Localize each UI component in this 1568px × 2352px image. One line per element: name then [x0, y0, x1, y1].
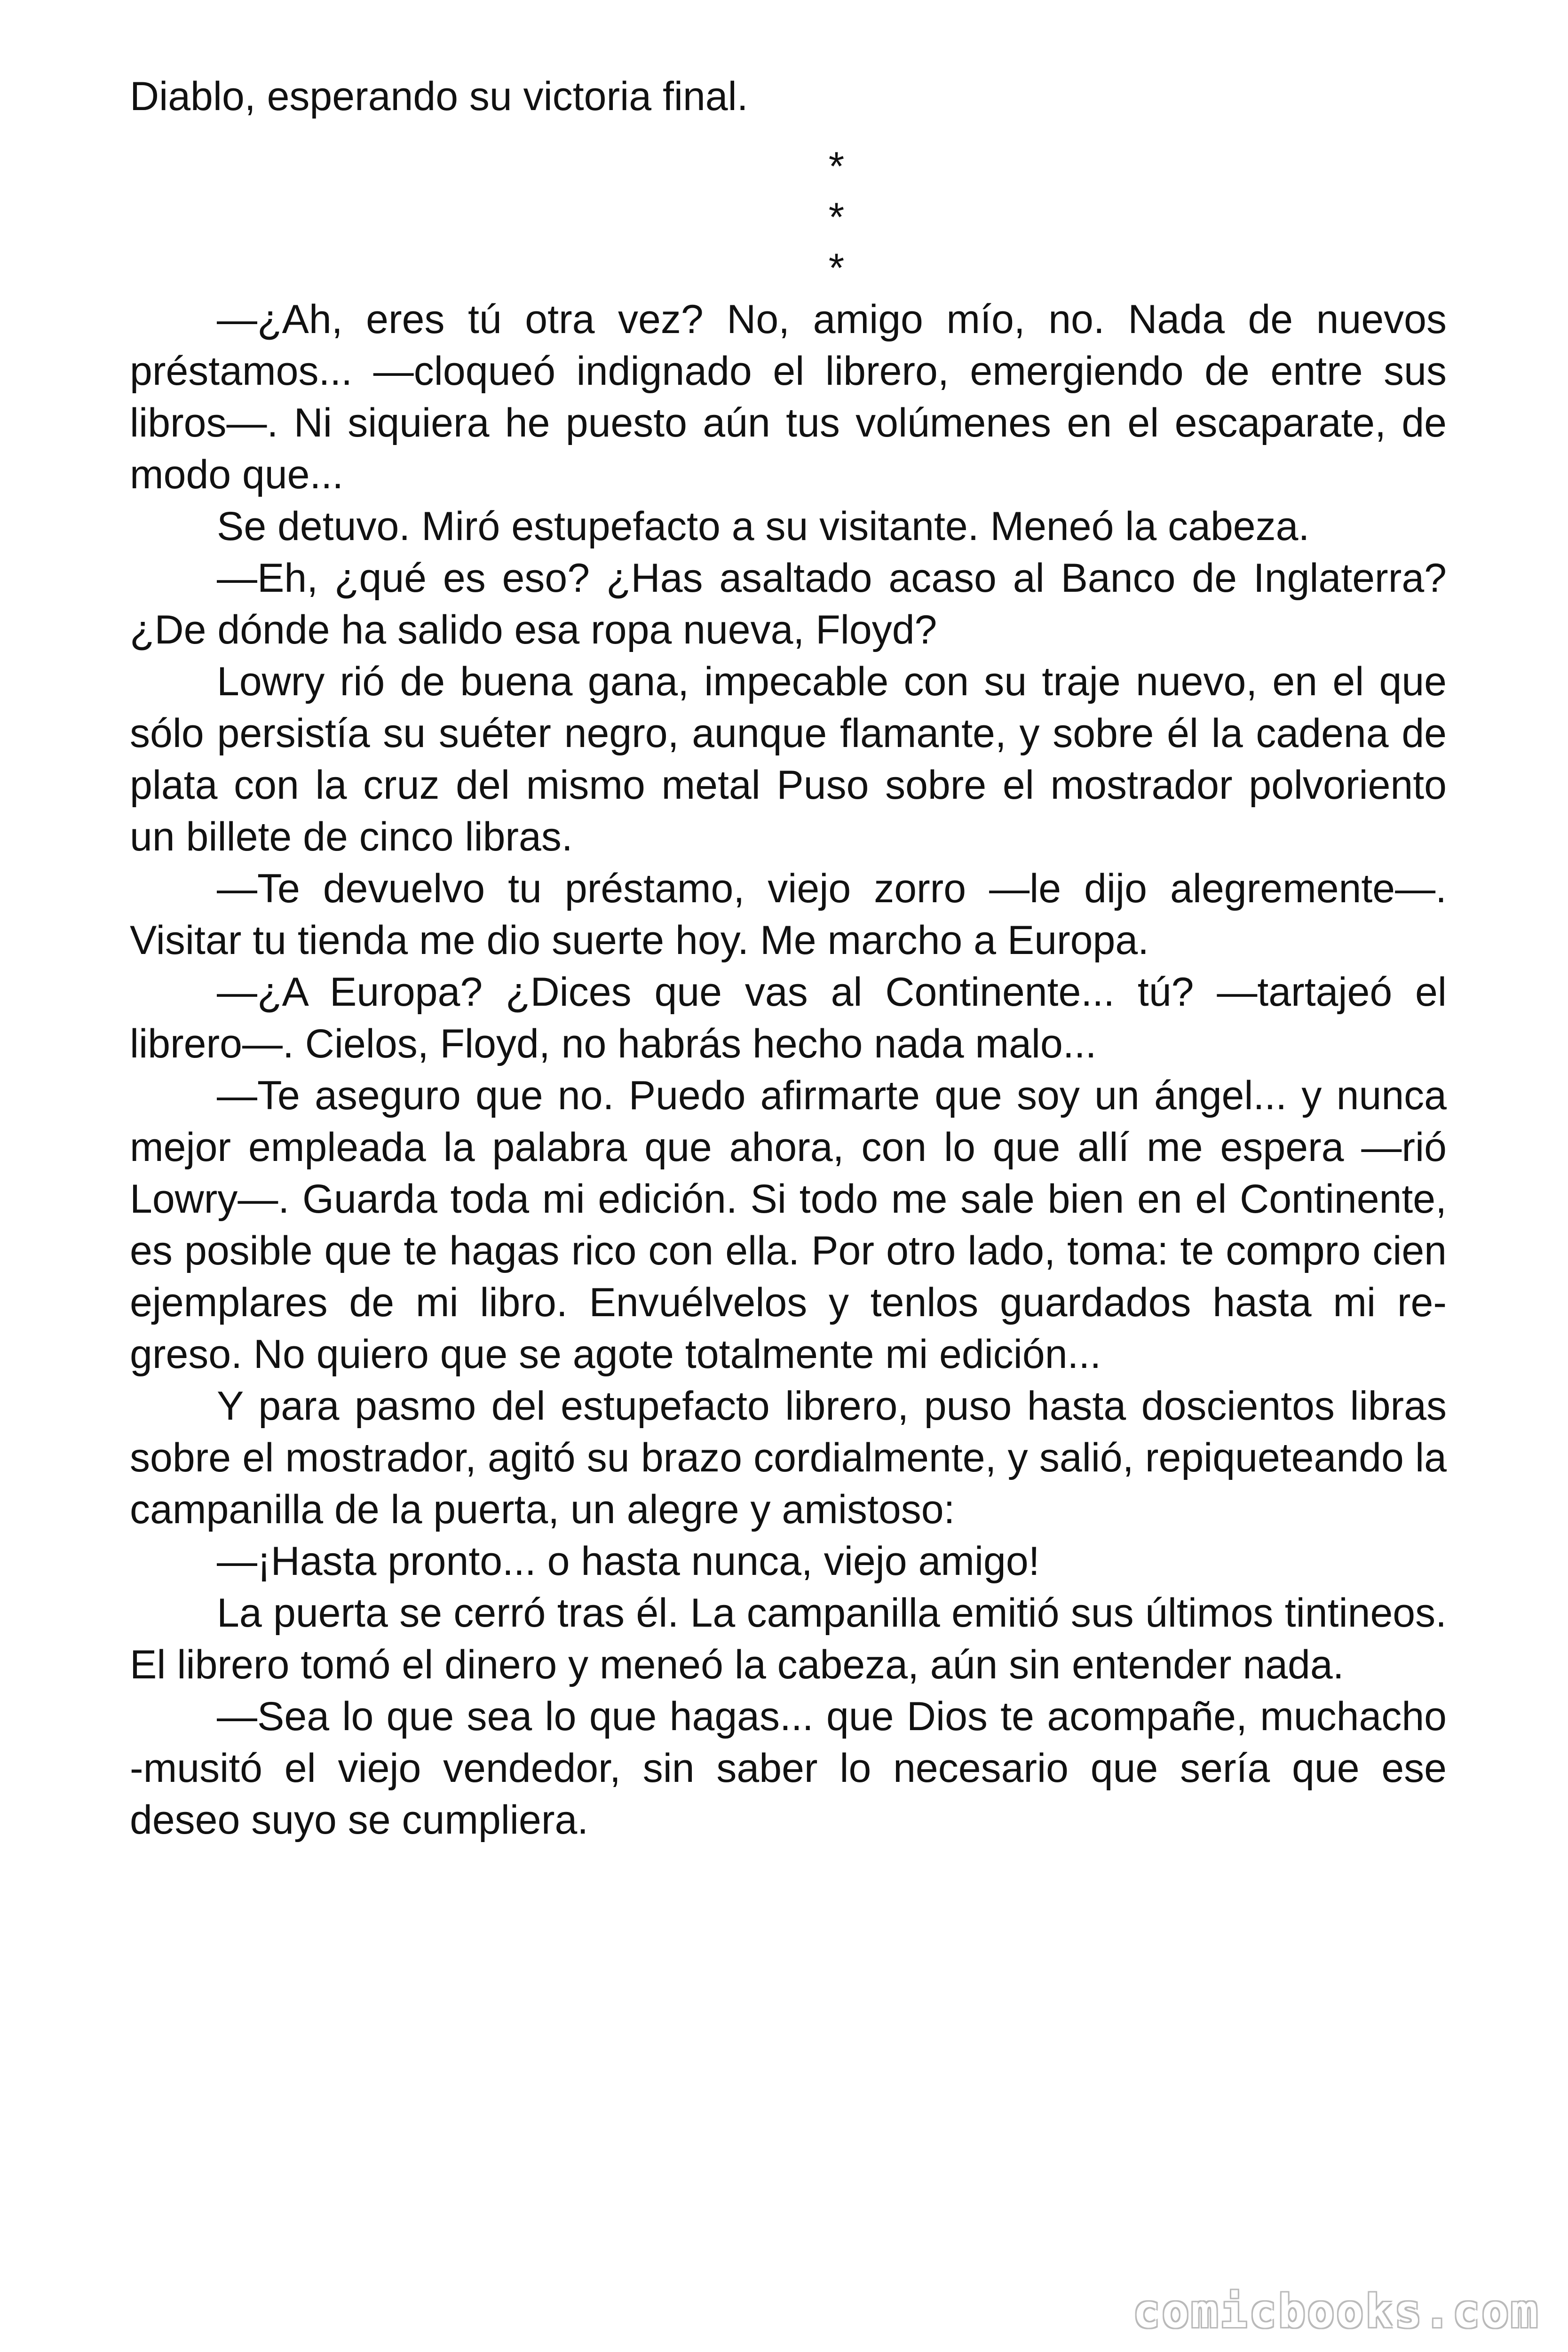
paragraph: —¿A Europa? ¿Dices que vas al Continente... tú? —tartajeó el librero—. Cielos, Floyd, no habrás hecho nada malo...: [130, 969, 1447, 1066]
body-text: [130, 71, 1447, 1846]
paragraph: Lowry rió de buena gana, impecable con su traje nuevo, en el que sólo persistía su suéter negro, aunque flamante, y sobre él la cadena de plata con la cruz del mismo metal Puso sobre el mostrador polvoriento un billete de cinco libras.: [130, 659, 1447, 859]
paragraph: —¡Hasta pronto... o hasta nunca, viejo amigo!: [217, 1539, 1040, 1584]
paragraph: —Te aseguro que no. Puedo afirmarte que soy un ángel... y nunca mejor empleada la palabra que ahora, con lo que allí me espera —rió Lowry—. Guarda toda mi edición. Si todo me sale bien en el Continente, es posible que te hagas rico con ella. Por otro lado, toma: te compro cien ejemplares de mi libro. Envuélvelos y tenlos guardados hasta mi re- greso. No quiero que se agote totalmente mi edición...: [130, 1073, 1447, 1377]
paragraph: Se detuvo. Miró estupefacto a su visitante. Meneó la cabeza.: [217, 504, 1310, 549]
paragraph: —¿Ah, eres tú otra vez? No, amigo mío, no. Nada de nuevos préstamos... —cloqueó indignado el librero, emergiendo de entre sus libros—. Ni siquiera he puesto aún tus volúmenes en el escaparate, de modo que...: [130, 297, 1447, 497]
separator-star: *: [828, 195, 845, 240]
watermark: comicbooks.com: [1132, 2285, 1540, 2338]
scene-separator: [130, 141, 1447, 294]
paragraph: —Te devuelvo tu préstamo, viejo zorro —le dijo alegremente—. Visitar tu tienda me dio suerte hoy. Me marcho a Europa.: [130, 866, 1447, 963]
opening-line: Diablo, esperando su victoria final.: [130, 74, 748, 119]
paragraph: —Eh, ¿qué es eso? ¿Has asaltado acaso al Banco de Inglaterra? ¿De dónde ha salido esa ropa nueva, Floyd?: [130, 556, 1447, 652]
paragraph: Y para pasmo del estupefacto librero, puso hasta doscientos libras sobre el mostrador, agitó su brazo cordialmente, y salió, repiqueteando la campanilla de la puerta, un alegre y amistoso:: [130, 1383, 1447, 1532]
separator-star: *: [828, 144, 845, 189]
paragraph: La puerta se cerró tras él. La campanilla emitió sus últimos tintineos. El librero tomó el dinero y meneó la cabeza, aún sin entender nada.: [130, 1590, 1447, 1687]
paragraph: —Sea lo que sea lo que hagas... que Dios te acompañe, muchacho -musitó el viejo vendedor, sin saber lo necesario que sería que ese deseo suyo se cumpliera.: [130, 1694, 1447, 1843]
separator-star: *: [828, 246, 845, 291]
